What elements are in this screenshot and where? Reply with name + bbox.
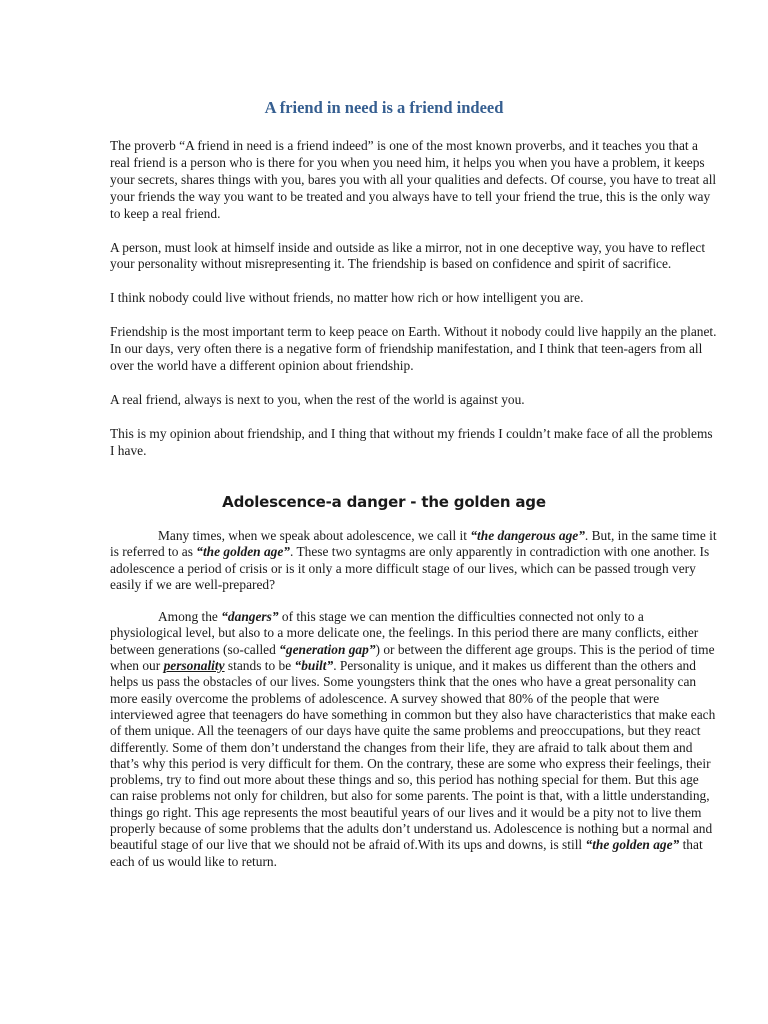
text-run: . Personality is unique, and it makes us different than the others and helps us pass the obstacles of our lives. Some youngsters think that the ones who have a great personality can more easily overcome the problems of adolescence. A survey showed that 80% of the people that were interviewed agree that teenagers do have something in common but they also have characteristics that make each of them unique. All the teenagers of our days have quite the same problems and preoccupations, but they react differently. Some of them don’t understand the changes from their life, they are afraid to talk about them and that’s why this period is very difficult for them. On the contrary, these are some who express their feelings, their problems, try to find out more about these things and so, this period has nothing special for them. But this age can raise problems not only for children, but also for some parents. The point is that, with a little understanding, things go right. This age represents the most beautiful years of our lives and it would be a pity not to live them properly because of some problems that the adults don’t understand us. Adolescence is nothing but a normal and beautiful stage of our live that we should not be afraid of.With its ups and downs, is still — [110, 658, 716, 853]
section-subtitle: Adolescence-a danger - the golden age — [222, 493, 546, 511]
emphasis-built: “built” — [294, 658, 334, 674]
intro-paragraph-2: A person, must look at himself inside and outside as like a mirror, not in one deceptive way, you have to reflect your personality without misrepresenting it. The friendship is based on confidence and spirit of sacrifice. — [110, 239, 706, 272]
text-run: . But, in the same time it is referred to as — [110, 528, 717, 560]
text-run: of this stage we can mention the difficulties connected not only to a physiological level, but also to a more delicate one, the feelings. In this period there are many conflicts, either between generations (so-called — [110, 609, 699, 657]
intro-paragraph-6: This is my opinion about friendship, and I thing that without my friends I couldn’t make face of all the problems I have. — [110, 425, 713, 458]
essay-section — [110, 528, 718, 886]
emphasis-golden-age: “the golden age” — [196, 544, 290, 560]
document-title: A friend in need is a friend indeed — [264, 98, 504, 117]
intro-section — [110, 138, 718, 477]
essay-paragraph-2 — [110, 609, 718, 870]
emphasis-personality: personality — [163, 658, 225, 674]
text-run: Among the — [158, 609, 222, 625]
text-run: stands to be — [224, 658, 295, 674]
intro-paragraph-3: I think nobody could live without friends, no matter how rich or how intelligent you are. — [110, 290, 584, 306]
emphasis-dangerous-age: “the dangerous age” — [470, 528, 585, 543]
emphasis-dangers: “dangers” — [221, 609, 279, 625]
intro-paragraph-5: A real friend, always is next to you, when the rest of the world is against you. — [110, 391, 525, 407]
emphasis-golden-age-2: “the golden age” — [585, 837, 680, 853]
intro-paragraph-1: The proverb “A friend in need is a friend indeed” is one of the most known proverbs, and it teaches you that a real friend is a person who is there for you when you need him, it helps you when you have a problem, it keeps your secrets, shares things with you, bares you with all your qualities and defects. Of course, you have to treat all your friends the way you want to be treated and you always have to tell your friend the true, this is the only way to keep a real friend. — [110, 138, 717, 221]
emphasis-generation-gap: “generation gap” — [279, 641, 376, 657]
text-run: Many times, when we speak about adolescence, we call it — [158, 528, 471, 543]
intro-paragraph-4: Friendship is the most important term to keep peace on Earth. Without it nobody could live happily an the planet. In our days, very often there is a negative form of friendship manifestation, and I think that teen-agers from all over the world have a different opinion about friendship. — [110, 324, 717, 374]
essay-paragraph-1 — [110, 528, 718, 593]
text-run: . These two syntagms are only apparently in contradiction with one another. Is adolescence a period of crisis or is it only a more difficult stage of our lives, which can be passed trough very easily if we are well-prepared? — [110, 544, 710, 592]
text-run: ) or between the different age groups. This is the period of time when our — [110, 641, 715, 674]
text-run: that each of us would like to return. — [110, 837, 703, 869]
